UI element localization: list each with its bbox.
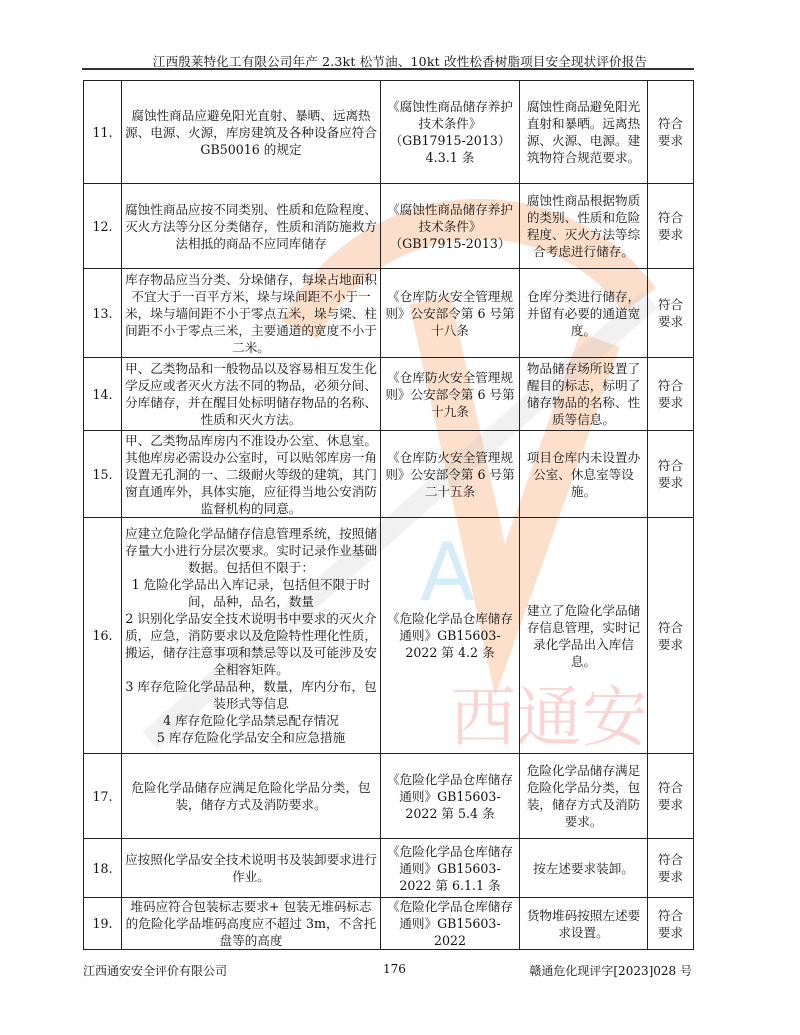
requirement-line: 5 库存危险化学品安全和应急措施	[156, 730, 346, 745]
requirement-cell: 甲、乙类物品和一般物品以及容易相互发生化学反应或者灭火方法不同的物品，必须分间、分库储存，并在醒目处标明储存物品的名称、性质和灭火方法。	[122, 358, 381, 431]
result-cell: 符合要求	[648, 431, 694, 518]
requirement-line: 4 库存危险化学品禁忌配存情况	[163, 713, 339, 728]
result-cell: 符合要求	[648, 754, 694, 839]
requirement-cell: 堆码应符合包装标志要求+ 包装无堆码标志的危险化学品堆码高度应不超过 3m，不含托盘等的高度	[122, 898, 381, 950]
table-row	[84, 269, 694, 358]
requirement-line: 2 识别化学品安全技术说明书中要求的灭火介质，应急，消防要求以及危险特性理化性质，搬运，储存注意事项和禁忌等以及可能涉及安全相容矩阵。	[125, 611, 377, 677]
table-row	[84, 518, 694, 754]
row-number: 14.	[84, 358, 122, 431]
basis-cell: 《危险化学品仓库储存通则》GB15603-2022 第 4.2 条	[381, 518, 520, 754]
result-cell: 符合要求	[648, 81, 694, 184]
compliance-table	[83, 80, 694, 950]
status-cell: 危险化学品储存满足危险化学品分类，包装，储存方式及消防要求。	[520, 754, 648, 839]
table-row	[84, 81, 694, 184]
row-number: 15.	[84, 431, 122, 518]
table-row	[84, 358, 694, 431]
row-number: 12.	[84, 184, 122, 269]
status-cell: 腐蚀性商品根据物质的类别、性质和危险程度、灭火方法等综合考虑进行储存。	[520, 184, 648, 269]
requirement-cell: 甲、乙类物品库房内不准设办公室、休息室。其他库房必需设办公室时，可以贴邻库房一角设置无孔洞的一、二级耐火等级的建筑，其门窗直通库外，具体实施，应征得当地公安消防监督机构的同意。	[122, 431, 381, 518]
requirement-cell	[122, 518, 381, 754]
basis-cell: 《仓库防火安全管理规则》公安部令第 6 号第十八条	[381, 269, 520, 358]
basis-cell: 《危险化学品仓库储存通则》GB15603-2022 第 6.1.1 条	[381, 839, 520, 898]
status-cell: 仓库分类进行储存，并留有必要的通道宽度。	[520, 269, 648, 358]
table-row	[84, 898, 694, 950]
result-cell: 符合要求	[648, 269, 694, 358]
status-cell: 货物堆码按照左述要求设置。	[520, 898, 648, 950]
row-number: 11.	[84, 81, 122, 184]
row-number: 16.	[84, 518, 122, 754]
requirement-cell: 应按照化学品安全技术说明书及装卸要求进行作业。	[122, 839, 381, 898]
row-number: 18.	[84, 839, 122, 898]
requirement-cell: 腐蚀性商品应避免阳光直射、暴晒、远离热源、电源、火源，库房建筑及各种设备应符合 GB50016 的规定	[122, 81, 381, 184]
status-cell: 物品储存场所设置了醒目的标志，标明了储存物品的名称、性质等信息。	[520, 358, 648, 431]
basis-cell: 《危险化学品仓库储存通则》GB15603-2022	[381, 898, 520, 950]
basis-cell: 《仓库防火安全管理规则》公安部令第 6 号第十九条	[381, 358, 520, 431]
requirement-cell: 危险化学品储存应满足危险化学品分类，包装，储存方式及消防要求。	[122, 754, 381, 839]
requirement-cell: 库存物品应当分类、分垛储存，每垛占地面积不宜大于一百平方米，垛与垛间距不小于一米，垛与墙间距不小于零点五米，垛与梁、柱间距不小于零点三米，主要通道的宽度不小于二米。	[122, 269, 381, 358]
svg-text:A: A	[420, 526, 475, 619]
requirement-line: 1 危险化学品出入库记录，包括但不限于时间，品种，品名，数量	[131, 577, 371, 609]
table-row	[84, 184, 694, 269]
row-number: 19.	[84, 898, 122, 950]
table-row	[84, 431, 694, 518]
status-cell: 建立了危险化学品储存信息管理，实时记录化学品出入库信息。	[520, 518, 648, 754]
basis-cell: 《腐蚀性商品储存养护技术条件》（GB17915-2013）4.3.1 条	[381, 81, 520, 184]
requirement-line: 3 库存危险化学品品种，数量，库内分布，包装形式等信息	[125, 679, 377, 711]
requirement-cell: 腐蚀性商品应按不同类别、性质和危险程度、灭火方法等分区分类储存，性质和消防施救方法相抵的商品不应同库储存	[122, 184, 381, 269]
svg-text:西通安: 西通安	[450, 679, 648, 756]
result-cell: 符合要求	[648, 184, 694, 269]
page-header-title: 江西殷莱特化工有限公司年产 2.3kt 松节油、10kt 改性松香树脂项目安全现状评价报告	[152, 54, 648, 69]
status-cell: 腐蚀性商品避免阳光直射和暴晒。远离热源、火源、电源。建筑物符合规范要求。	[520, 81, 648, 184]
basis-cell: 《危险化学品仓库储存通则》GB15603-2022 第 5.4 条	[381, 754, 520, 839]
basis-cell: 《仓库防火安全管理规则》公安部令第 6 号第二十五条	[381, 431, 520, 518]
table-row	[84, 839, 694, 898]
row-number: 13.	[84, 269, 122, 358]
status-cell: 项目仓库内未设置办公室、休息室等设施。	[520, 431, 648, 518]
result-cell: 符合要求	[648, 839, 694, 898]
status-cell: 按左述要求装卸。	[520, 839, 648, 898]
footer-page-number: 176	[383, 962, 406, 976]
row-number: 17.	[84, 754, 122, 839]
basis-cell: 《腐蚀性商品储存养护技术条件》（GB17915-2013）	[381, 184, 520, 269]
table-row	[84, 754, 694, 839]
footer-doc-number: 赣通危化现评字[2023]028 号	[529, 964, 692, 978]
requirement-line: 应建立危险化学品储存信息管理系统，按照储存量大小进行分层次要求。实时记录作业基础数据。包括但不限于：	[125, 526, 377, 575]
footer-company: 江西通安安全评价有限公司	[83, 964, 228, 978]
result-cell: 符合要求	[648, 898, 694, 950]
result-cell: 符合要求	[648, 358, 694, 431]
header-divider	[82, 68, 694, 70]
result-cell: 符合要求	[648, 518, 694, 754]
